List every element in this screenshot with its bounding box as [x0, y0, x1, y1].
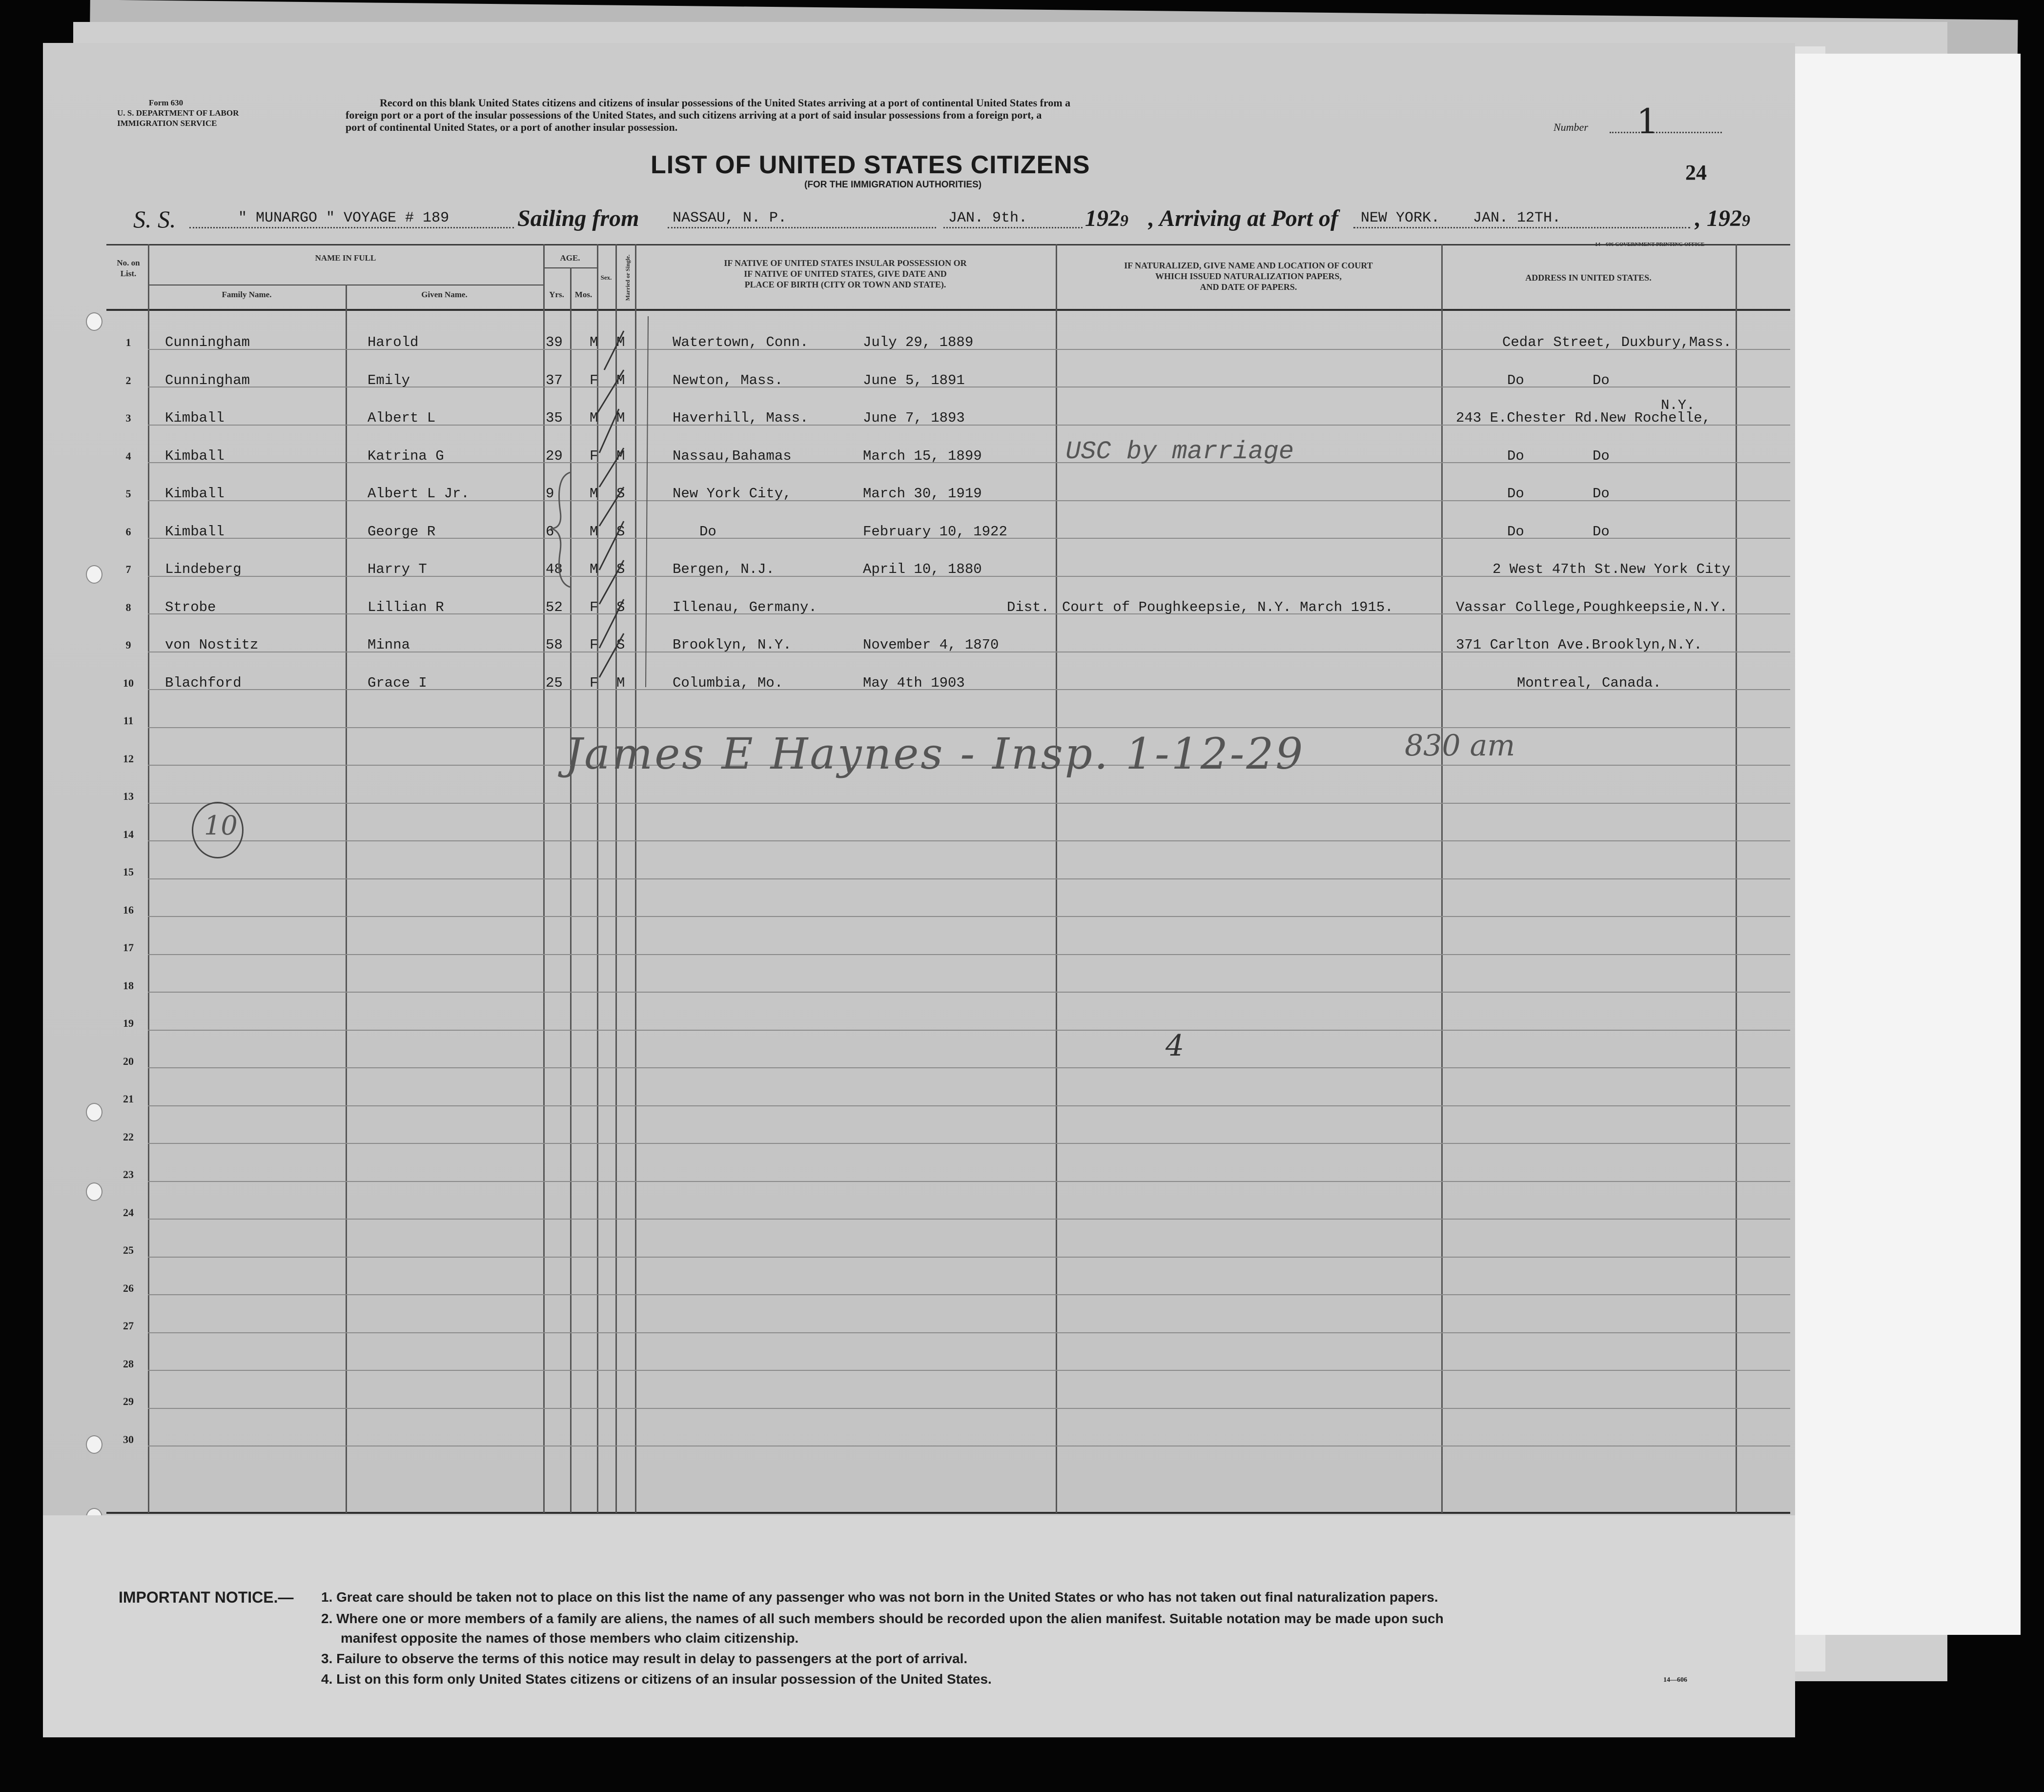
marital-status: M: [616, 334, 625, 350]
family-bracket: [551, 468, 580, 590]
address: Do: [1507, 524, 1524, 540]
row-rule: [148, 1370, 1790, 1371]
marital-status: S: [616, 486, 625, 502]
marital-status: M: [616, 675, 625, 691]
row-number: 8: [125, 601, 131, 613]
age-years: 6: [546, 524, 554, 540]
row-rule: [148, 1219, 1790, 1220]
age-years: 37: [546, 372, 563, 388]
birth-date: November 4, 1870: [863, 637, 999, 653]
row-number: 15: [123, 866, 134, 878]
row-number: 27: [123, 1320, 134, 1332]
form-title: LIST OF UNITED STATES CITIZENS: [651, 151, 1090, 179]
given-name: Harry T: [368, 561, 427, 577]
inspector-signature: James E Haynes - Insp. 1-12-29: [565, 729, 1305, 779]
col-header-yrs: Yrs.: [549, 290, 564, 299]
family-name: Blachford: [165, 675, 242, 691]
birthplace: Watertown, Conn.: [673, 334, 809, 350]
row-number: 22: [123, 1131, 134, 1143]
row-rule: [148, 1067, 1790, 1068]
col-header-name: NAME IN FULL: [315, 253, 376, 263]
family-name: Cunningham: [165, 334, 250, 350]
form-number: Form 630: [148, 98, 184, 107]
stray-mark: 4: [1165, 1029, 1185, 1063]
family-name: Kimball: [165, 448, 225, 464]
row-number: 19: [123, 1017, 134, 1029]
row-number: 11: [123, 714, 134, 727]
given-name: George R: [368, 524, 436, 540]
address-cont: Do: [1593, 524, 1610, 540]
row-rule: [148, 878, 1790, 879]
marital-status: S: [616, 637, 625, 653]
col-header-age: AGE.: [560, 253, 580, 263]
given-name: Grace I: [368, 675, 427, 691]
age-years: 58: [546, 637, 563, 653]
marital-status: S: [616, 524, 625, 540]
row-rule: [148, 1030, 1790, 1031]
col-header-mos: Mos.: [574, 290, 593, 299]
ship-name: " MUNARGO " VOYAGE # 189: [238, 210, 450, 226]
age-years: 52: [546, 599, 563, 615]
arriving-label: , Arriving at Port of: [1148, 205, 1338, 231]
notice-item-2: 2. Where one or more members of a family are aliens, the names of all such members should be recorded upon the alien manifest. Suitable notation may be made upon such: [321, 1611, 1444, 1626]
family-name: Kimball: [165, 486, 225, 502]
address-cont: Do: [1593, 372, 1610, 388]
birthplace: Do: [699, 524, 716, 540]
given-name: Albert L: [368, 410, 436, 426]
address: 371 Carlton Ave.Brooklyn,N.Y.: [1456, 637, 1702, 653]
row-number: 7: [125, 563, 131, 575]
row-number: 1: [125, 336, 131, 348]
row-rule: [148, 840, 1790, 841]
given-name: Albert L Jr.: [368, 486, 470, 502]
birth-date: March 30, 1919: [863, 486, 982, 502]
col-header-family: Family Name.: [222, 290, 272, 299]
row-number: 10: [123, 677, 134, 689]
age-years: 39: [546, 334, 563, 350]
arrival-time-note: 830 am: [1405, 729, 1515, 763]
family-name: Cunningham: [165, 372, 250, 388]
address: Vassar College,Poughkeepsie,N.Y.: [1456, 599, 1728, 615]
column-rule: [346, 285, 347, 1513]
notice-item-3: 3. Failure to observe the terms of this notice may result in delay to passengers at the port of arrival.: [321, 1651, 968, 1666]
given-name: Minna: [368, 637, 410, 653]
form-service: IMMIGRATION SERVICE: [117, 119, 217, 128]
sex: M: [590, 524, 598, 540]
row-number: 13: [123, 790, 134, 802]
birthplace: Nassau,Bahamas: [673, 448, 792, 464]
form-instructions: Record on this blank United States citizens and citizens of insular possessions of the United States arriving at a port of continental United States from a foreign port or a port of the insular possessions of the United States, and such citizens arriving at a port of said insular possessions from a foreign port, a port of continental United States, or a port of another insular possession.: [346, 97, 1071, 133]
age-years: 35: [546, 410, 563, 426]
row-rule: [148, 954, 1790, 955]
row-number: 14: [123, 828, 134, 840]
row-rule: [148, 1143, 1790, 1144]
row-number: 25: [123, 1244, 134, 1256]
row-rule: [148, 1294, 1790, 1295]
form-id: [117, 98, 239, 128]
given-name: Emily: [368, 372, 410, 388]
row-rule: [148, 803, 1790, 804]
naturalization: USC by marriage: [1065, 437, 1294, 466]
marital-status: M: [616, 448, 625, 464]
birth-date: July 29, 1889: [863, 334, 974, 350]
sex: M: [590, 410, 598, 426]
blank-margin-sheet: [1777, 54, 2021, 1635]
given-name: Katrina G: [368, 448, 444, 464]
row-number: 21: [123, 1093, 134, 1105]
notice-area: [43, 1515, 1795, 1737]
col-header-naturalization: IF NATURALIZED, GIVE NAME AND LOCATION OF COURT WHICH ISSUED NATURALIZATION PAPERS, AND DATE OF PAPERS.: [1124, 261, 1373, 292]
address: 243 E.Chester Rd.New Rochelle,: [1456, 410, 1711, 426]
naturalization: Court of Poughkeepsie, N.Y. March 1915.: [1062, 599, 1393, 615]
number-value: 1: [1636, 102, 1658, 142]
row-number: 23: [123, 1168, 134, 1181]
address: 2 West 47th St.New York City: [1492, 561, 1731, 577]
address: Montreal, Canada.: [1517, 675, 1661, 691]
sex: F: [590, 637, 598, 653]
address: Do: [1507, 372, 1524, 388]
family-name: Strobe: [165, 599, 216, 615]
row-rule: [148, 1105, 1790, 1106]
col-header-married: Married or Single.: [624, 254, 631, 301]
birth-date: February 10, 1922: [863, 524, 1007, 540]
sex: F: [590, 599, 598, 615]
row-number: 24: [123, 1206, 134, 1219]
birthplace: Haverhill, Mass.: [673, 410, 809, 426]
form-subtitle: (FOR THE IMMIGRATION AUTHORITIES): [804, 180, 982, 190]
address-cont: N.Y.: [1661, 397, 1695, 413]
arriving-year: , 1929: [1695, 205, 1750, 231]
row-number: 17: [123, 941, 134, 954]
row-number: 18: [123, 979, 134, 992]
arriving-port: NEW YORK.: [1361, 210, 1440, 226]
sailing-label: Sailing from: [517, 205, 639, 231]
family-name: von Nostitz: [165, 637, 259, 653]
row-number: 16: [123, 904, 134, 916]
punch-hole: [86, 312, 102, 331]
given-name: Harold: [368, 334, 419, 350]
sailing-year: 1929: [1085, 205, 1128, 231]
address: Cedar Street, Duxbury,Mass.: [1502, 334, 1732, 350]
address-cont: Do: [1593, 486, 1610, 502]
table-top-rule: [106, 244, 1790, 245]
row-number: 5: [125, 488, 131, 500]
sex: F: [590, 448, 598, 464]
page-number: 24: [1685, 161, 1707, 184]
notice-item-4: 4. List on this form only United States citizens or citizens of an insular possession of the United States.: [321, 1671, 992, 1687]
age-years: 29: [546, 448, 563, 464]
sailing-from: NASSAU, N. P.: [673, 210, 787, 226]
sex: F: [590, 372, 598, 388]
col-header-address: ADDRESS IN UNITED STATES.: [1525, 273, 1652, 283]
notice-item-2-cont: manifest opposite the names of those members who claim citizenship.: [341, 1630, 799, 1646]
birth-date: Dist.: [1007, 599, 1050, 615]
col-header-no: No. on List.: [117, 258, 140, 278]
row-number: 20: [123, 1055, 134, 1067]
address: Do: [1507, 486, 1524, 502]
row-rule: [148, 1332, 1790, 1333]
marital-status: S: [616, 561, 625, 577]
birthplace: Bergen, N.J.: [673, 561, 775, 577]
ss-label: S. S.: [133, 205, 176, 233]
printer-mark: 14—606: [1663, 1676, 1687, 1684]
sex: M: [590, 486, 598, 502]
address: Do: [1507, 448, 1524, 464]
family-name: Kimball: [165, 410, 225, 426]
form-department: U. S. DEPARTMENT OF LABOR: [117, 108, 239, 118]
notice-heading: IMPORTANT NOTICE.—: [119, 1588, 294, 1606]
birth-date: May 4th 1903: [863, 675, 965, 691]
birth-date: March 15, 1899: [863, 448, 982, 464]
number-label: Number: [1553, 121, 1588, 133]
birth-date: June 5, 1891: [863, 372, 965, 388]
birth-date: April 10, 1880: [863, 561, 982, 577]
col-header-given: Given Name.: [421, 290, 468, 299]
birthplace: Columbia, Mo.: [673, 675, 783, 691]
row-number: 28: [123, 1358, 134, 1370]
row-number: 26: [123, 1282, 134, 1294]
address-cont: Do: [1593, 448, 1610, 464]
col-header-sex: Sex.: [600, 274, 612, 281]
row-rule: [148, 1257, 1790, 1258]
sex: M: [590, 561, 598, 577]
row-number: 29: [123, 1395, 134, 1407]
sailing-date: JAN. 9th.: [948, 210, 1028, 226]
punch-hole: [86, 1435, 102, 1454]
row-rule: [148, 1181, 1790, 1182]
arriving-date: JAN. 12TH.: [1473, 210, 1561, 226]
family-name: Kimball: [165, 524, 225, 540]
table-bottom-rule: [106, 1512, 1790, 1514]
row-number: 12: [123, 753, 134, 765]
punch-hole: [86, 1103, 102, 1121]
punch-hole: [86, 565, 102, 584]
birthplace: Illenau, Germany.: [673, 599, 817, 615]
row-rule: [148, 1408, 1790, 1409]
header-bottom-rule: [106, 309, 1790, 311]
marital-status: S: [616, 599, 625, 615]
sex: F: [590, 675, 598, 691]
birthplace: Newton, Mass.: [673, 372, 783, 388]
birthplace: New York City,: [673, 486, 792, 502]
sex: M: [590, 334, 598, 350]
marital-status: M: [616, 410, 625, 426]
manifest-sheet: [43, 43, 1795, 1736]
row-rule: [148, 916, 1790, 917]
row-number: 4: [125, 450, 131, 462]
row-number: 3: [125, 412, 131, 424]
birth-date: June 7, 1893: [863, 410, 965, 426]
number-field-line: [1610, 131, 1722, 133]
col-header-birth: IF NATIVE OF UNITED STATES INSULAR POSSESSION OR IF NATIVE OF UNITED STATES, GIVE DATE AND PLACE OF BIRTH (CITY OR TOWN AND STATE).: [724, 258, 967, 289]
row-number: 6: [125, 526, 131, 538]
notice-item-1: 1. Great care should be taken not to place on this list the name of any passenger who was not born in the United States or who has not taken out final naturalization papers.: [321, 1589, 1438, 1605]
age-years: 48: [546, 561, 563, 577]
family-name: Lindeberg: [165, 561, 242, 577]
birthplace: Brooklyn, N.Y.: [673, 637, 792, 653]
row-number: 30: [123, 1433, 134, 1446]
row-rule: [148, 727, 1790, 728]
punch-hole: [86, 1182, 102, 1201]
age-years: 9: [546, 486, 554, 502]
given-name: Lillian R: [368, 599, 444, 615]
circled-count: 10: [192, 802, 244, 858]
row-rule: [148, 992, 1790, 993]
marital-status: M: [616, 372, 625, 388]
age-years: 25: [546, 675, 563, 691]
row-number: 2: [125, 374, 131, 387]
row-number: 9: [125, 639, 131, 651]
